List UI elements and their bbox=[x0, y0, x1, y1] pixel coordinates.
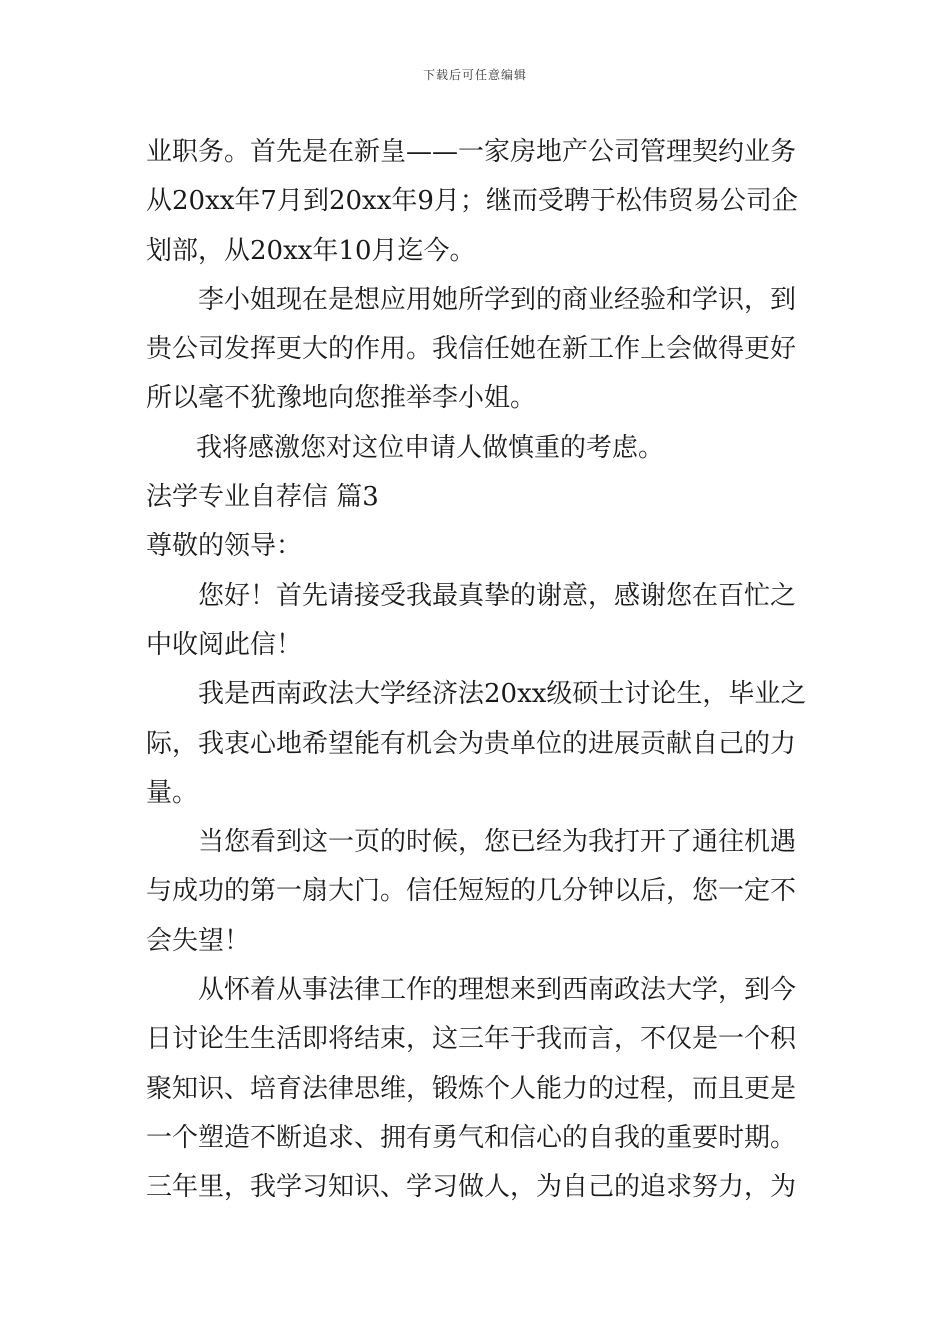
page-header: 下载后可任意编辑 bbox=[422, 68, 527, 82]
paragraph-start-line: 我是西南政法大学经济法20xx级硕士讨论生，毕业之 bbox=[198, 679, 807, 710]
text-line: 业职务。首先是在新皇——一家房地产公司管理契约业务 bbox=[146, 137, 797, 167]
text-line: 从20xx年7月到20xx年9月；继而受聘于松伟贸易公司企 bbox=[146, 186, 798, 217]
text-line: 会失望！ bbox=[146, 925, 251, 956]
salutation: 尊敬的领导： bbox=[146, 531, 303, 562]
text-line: 一个塑造不断追求、拥有勇气和信心的自我的重要时期。 bbox=[146, 1122, 797, 1153]
paragraph-start-line: 李小姐现在是想应用她所学到的商业经验和学识，到 bbox=[198, 284, 797, 315]
text-line: 际，我衷心地希望能有机会为贵单位的进展贡献自己的力 bbox=[146, 728, 797, 759]
paragraph-start-line: 当您看到这一页的时候，您已经为我打开了通往机遇 bbox=[198, 827, 797, 858]
section-heading: 法学专业自荐信 篇3 bbox=[146, 482, 379, 513]
text-line: 贵公司发挥更大的作用。我信任她在新工作上会做得更好 bbox=[146, 334, 797, 365]
text-line: 日讨论生生活即将结束，这三年于我而言，不仅是一个积 bbox=[146, 1024, 797, 1055]
text-line: 中收阅此信！ bbox=[146, 629, 303, 660]
text-line: 与成功的第一扇大门。信任短短的几分钟以后，您一定不 bbox=[146, 876, 797, 907]
paragraph-start-line: 从怀着从事法律工作的理想来到西南政法大学，到今 bbox=[198, 975, 797, 1006]
text-line: 划部，从20xx年10月迄今。 bbox=[146, 235, 476, 266]
text-line: 三年里，我学习知识、学习做人，为自己的追求努力，为 bbox=[146, 1172, 797, 1203]
paragraph-start-line: 您好！首先请接受我最真挚的谢意，感谢您在百忙之 bbox=[198, 580, 797, 611]
text-line: 聚知识、培育法律思维，锻炼个人能力的过程，而且更是 bbox=[146, 1073, 797, 1104]
document-body bbox=[146, 128, 811, 1213]
paragraph-start-line: 我将感激您对这位申请人做慎重的考虑。 bbox=[196, 432, 665, 463]
text-line: 量。 bbox=[146, 777, 199, 808]
text-line: 所以毫不犹豫地向您推举李小姐。 bbox=[146, 383, 537, 414]
